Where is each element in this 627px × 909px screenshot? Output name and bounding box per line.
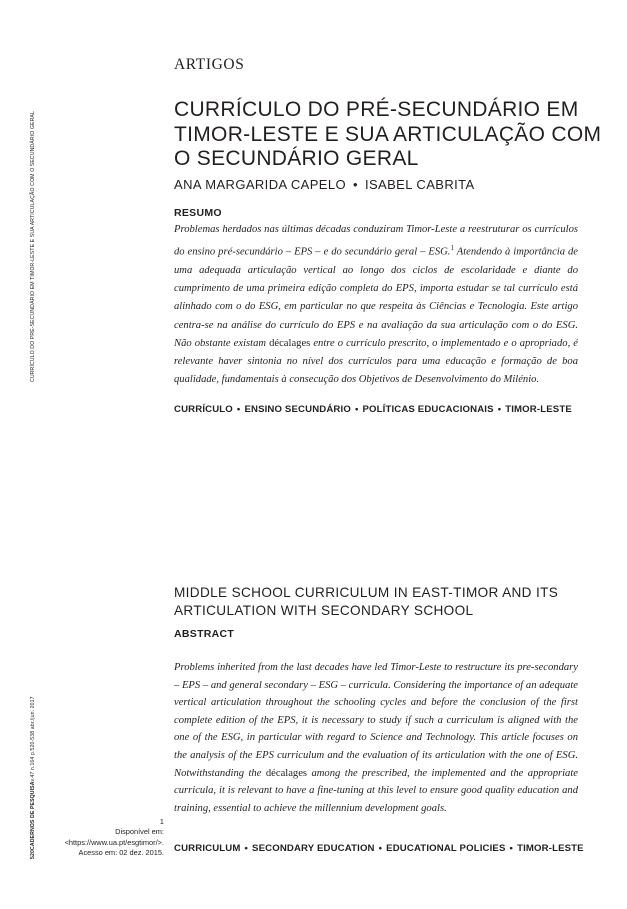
resumo-text-part: Problemas herdados nas últimas décadas conduziram Timor-Leste a reestruturar os currículos do ensino pré-secundário – EPS – e do secundário geral – ESG. <box>174 224 578 258</box>
authors <box>174 177 475 192</box>
page-number: 520 <box>30 850 36 859</box>
keyword-separator: • <box>378 843 383 854</box>
resumo-heading: RESUMO <box>174 207 222 219</box>
abstract-text-part: Problems inherited from the last decades have led Timor-Leste to restructure its pre-secondary – EPS – and general secondary – ESG – curricula. Considering the importance of an adequate vertical articulation throughout the schooling cycles and before the conclusion of the first complete edition of the EPS, it is necessary to study if such a curriculum is aligned with the one of the ESG, in particular with regard to Science and Technology. This article focuses on the analysis of the EPS curriculum and the evaluation of its articulation with the one of ESG. Notwithstanding the <box>174 662 578 779</box>
resumo-text-part: entre o currículo prescrito, o implementado e o apropriado, é relevante haver sintonia no nível dos currículos para uma educação e formação de boa qualidade, fundamentais à consecução dos Objetivos de Desenvolvimento do Milénio. <box>174 337 578 386</box>
author-name: ANA MARGARIDA CAPELO <box>174 177 346 192</box>
abstract-text <box>174 659 578 817</box>
footnote-mark[interactable]: 1 <box>450 244 454 253</box>
journal-info <box>30 629 36 859</box>
keyword-separator: • <box>236 404 241 415</box>
running-head: CURRÍCULO DO PRÉ-SECUNDÁRIO EM TIMOR-LESTE E SUA ARTICULAÇÃO COM O SECUNDÁRIO GERAL <box>30 111 36 382</box>
article-title-pt: CURRÍCULO DO PRÉ-SECUNDÁRIO EM TIMOR-LESTE E SUA ARTICULAÇÃO COM O SECUNDÁRIO GERAL <box>174 98 602 170</box>
author-name: ISABEL CABRITA <box>364 177 475 192</box>
keyword: EDUCATIONAL POLICIES <box>386 843 506 854</box>
section-label: ARTIGOS <box>174 56 245 73</box>
abstract-term: décalages <box>265 767 308 779</box>
keyword-separator: • <box>497 404 502 415</box>
footnote-number: 1 <box>159 817 164 826</box>
keyword: SECONDARY EDUCATION <box>252 843 375 854</box>
resumo-term: décalages <box>269 337 311 349</box>
keyword: TIMOR-LESTE <box>505 404 572 415</box>
keyword-separator: • <box>244 843 249 854</box>
keywords-pt <box>174 404 572 415</box>
keyword: ENSINO SECUNDÁRIO <box>244 404 351 415</box>
keyword: CURRICULUM <box>174 843 241 854</box>
footnote-text: Disponível em: <https://www.ua.pt/esgtimor/>. Acesso em: 02 dez. 2015. <box>64 827 164 858</box>
author-separator: • <box>353 177 358 192</box>
journal-citation: v.47 n.164 p.520-538 abr./jun. 2017 <box>30 696 36 782</box>
keyword: POLÍTICAS EDUCACIONAIS <box>362 404 494 415</box>
abstract-heading: ABSTRACT <box>174 628 235 640</box>
keyword-separator: • <box>354 404 359 415</box>
keyword: TIMOR-LESTE <box>517 843 584 854</box>
footnote <box>44 817 164 859</box>
article-title-en: MIDDLE SCHOOL CURRICULUM IN EAST-TIMOR AND ITS ARTICULATION WITH SECONDARY SCHOOL <box>174 585 559 618</box>
keywords-en <box>174 843 584 854</box>
journal-name: CADERNOS DE PESQUISA <box>30 781 36 851</box>
resumo-text <box>174 221 578 389</box>
resumo-text-part: Atendendo à importância de uma adequada articulação vertical ao longo dos ciclos de escolaridade e diante do cumprimento de uma primeira edição completa do EPS, importa estudar se tal currículo está alinhado com o do ESG, em particular no que respeita às Ciências e Tecnologia. Este artigo centra-se na análise do currículo do EPS e na avaliação da sua articulação com o do ESG. Não obstante existam <box>174 246 579 349</box>
keyword: CURRÍCULO <box>174 404 233 415</box>
keyword-separator: • <box>509 843 514 854</box>
abstract-text-part: among the prescribed, the implemented and the appropriate curricula, it is relevant to have a fine-tuning at this level to ensure good quality education and training, essential to achieve the millennium development goals. <box>174 767 579 814</box>
